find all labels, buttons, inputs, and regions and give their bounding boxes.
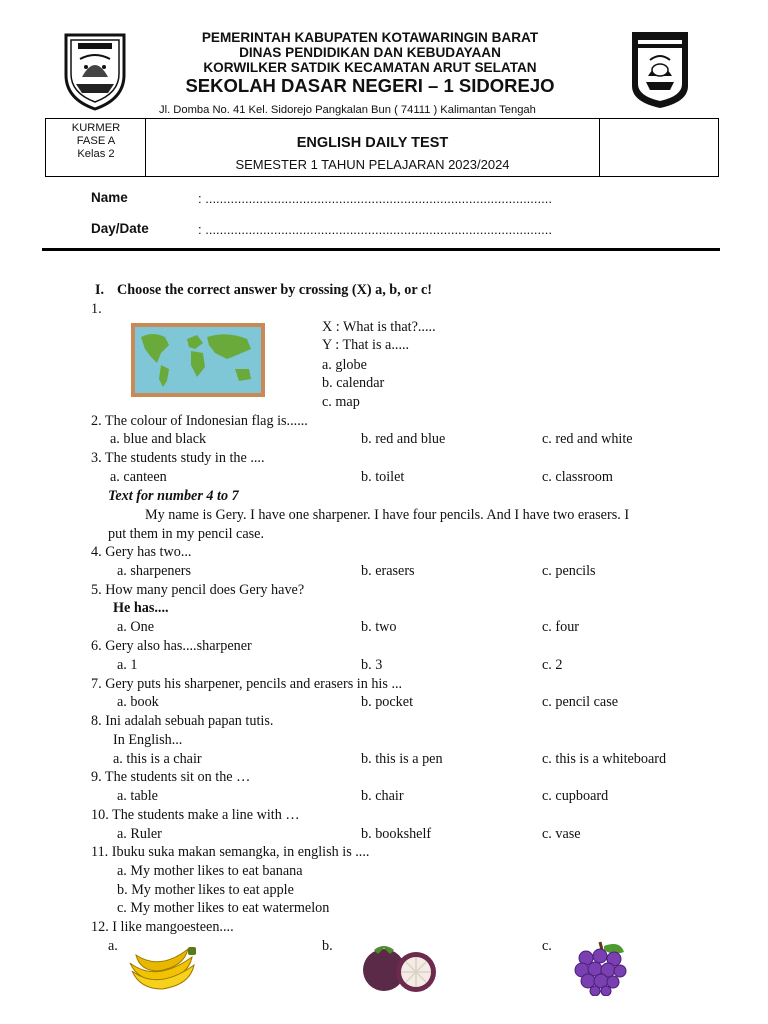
- q12-option-b-label[interactable]: b.: [322, 938, 333, 954]
- school-address: Jl. Domba No. 41 Kel. Sidorejo Pangkalan Bun ( 74111 ) Kalimantan Tengah: [159, 104, 536, 116]
- section-number: I.: [95, 282, 105, 298]
- info-box: [45, 118, 719, 177]
- q3-option-c[interactable]: c. classroom: [542, 469, 613, 485]
- q12-stem: 12. I like mangoesteen....: [91, 919, 234, 935]
- q10-stem: 10. The students make a line with …: [91, 807, 300, 823]
- q8-sub: In English...: [113, 732, 183, 748]
- q6-option-a[interactable]: a. 1: [117, 657, 138, 673]
- info-box-right-cell: [599, 119, 600, 176]
- q5-stem: 5. How many pencil does Gery have?: [91, 582, 305, 598]
- q4-option-b[interactable]: b. erasers: [361, 563, 415, 579]
- q1-x-line: X : What is that?.....: [322, 319, 436, 335]
- q1-option-c[interactable]: c. map: [322, 394, 360, 410]
- q7-stem: 7. Gery puts his sharpener, pencils and erasers in his ...: [91, 676, 403, 692]
- q8-stem: 8. Ini adalah sebuah papan tutis.: [91, 713, 274, 729]
- q9-option-a[interactable]: a. table: [117, 788, 158, 804]
- q1-y-line: Y : That is a.....: [322, 337, 410, 353]
- header-line-2: DINAS PENDIDIKAN DAN KEBUDAYAAN: [239, 45, 501, 60]
- fase-label: FASE A: [76, 135, 116, 147]
- date-label: Day/Date: [91, 221, 149, 236]
- q8-option-c[interactable]: c. this is a whiteboard: [542, 751, 667, 767]
- q6-option-b[interactable]: b. 3: [361, 657, 383, 673]
- q10-option-a[interactable]: a. Ruler: [117, 826, 162, 842]
- q8-option-a[interactable]: a. this is a chair: [113, 751, 202, 767]
- semester-label: SEMESTER 1 TAHUN PELAJARAN 2023/2024: [235, 157, 510, 172]
- date-field[interactable]: : ................................................................................................: [198, 222, 552, 237]
- q11-stem: 11. Ibuku suka makan semangka, in english is ....: [91, 844, 370, 860]
- q9-option-c[interactable]: c. cupboard: [542, 788, 609, 804]
- q3-stem: 3. The students study in the ....: [91, 450, 265, 466]
- kurmer-label: KURMER: [71, 122, 121, 134]
- header-line-3: KORWILKER SATDIK KECAMATAN ARUT SELATAN: [203, 60, 537, 75]
- name-label: Name: [91, 190, 128, 205]
- q5-option-a[interactable]: a. One: [117, 619, 155, 635]
- q3-option-a[interactable]: a. canteen: [110, 469, 167, 485]
- school-logo: [630, 30, 690, 110]
- q10-option-b[interactable]: b. bookshelf: [361, 826, 432, 842]
- reading-paragraph-line-1: My name is Gery. I have one sharpener. I have four pencils. And I have two erasers. I: [145, 507, 630, 523]
- section-instruction: Choose the correct answer by crossing (X) a, b, or c!: [117, 282, 432, 298]
- q2-option-a[interactable]: a. blue and black: [110, 431, 207, 447]
- mangosteen-image[interactable]: [360, 940, 438, 994]
- q3-option-b[interactable]: b. toilet: [361, 469, 405, 485]
- q9-option-b[interactable]: b. chair: [361, 788, 404, 804]
- q2-option-b[interactable]: b. red and blue: [361, 431, 446, 447]
- header-divider: [42, 248, 720, 251]
- q6-option-c[interactable]: c. 2: [542, 657, 563, 673]
- q12-option-a-label[interactable]: a.: [108, 938, 118, 954]
- q4-option-c[interactable]: c. pencils: [542, 563, 596, 579]
- q1-number: 1.: [91, 301, 102, 317]
- regency-logo: [62, 29, 128, 111]
- school-name: SEKOLAH DASAR NEGERI – 1 SIDOREJO: [185, 75, 555, 96]
- q2-stem: 2. The colour of Indonesian flag is......: [91, 413, 308, 429]
- q8-option-b[interactable]: b. this is a pen: [361, 751, 443, 767]
- q4-stem: 4. Gery has two...: [91, 544, 192, 560]
- grape-image[interactable]: [570, 940, 630, 996]
- world-map-image: [131, 323, 265, 397]
- q5-option-b[interactable]: b. two: [361, 619, 397, 635]
- q2-option-c[interactable]: c. red and white: [542, 431, 633, 447]
- q11-option-b[interactable]: b. My mother likes to eat apple: [117, 882, 294, 898]
- q7-option-c[interactable]: c. pencil case: [542, 694, 619, 710]
- q5-sub: He has....: [113, 600, 169, 616]
- q7-option-b[interactable]: b. pocket: [361, 694, 414, 710]
- header-line-1: PEMERINTAH KABUPATEN KOTAWARINGIN BARAT: [201, 30, 539, 45]
- q11-option-c[interactable]: c. My mother likes to eat watermelon: [117, 900, 330, 916]
- reading-paragraph-line-2: put them in my pencil case.: [108, 526, 265, 542]
- kelas-label: Kelas 2: [77, 148, 115, 160]
- q10-option-c[interactable]: c. vase: [542, 826, 581, 842]
- q5-option-c[interactable]: c. four: [542, 619, 580, 635]
- q6-stem: 6. Gery also has....sharpener: [91, 638, 252, 654]
- q7-option-a[interactable]: a. book: [117, 694, 159, 710]
- q1-option-a[interactable]: a. globe: [322, 357, 367, 373]
- test-title: ENGLISH DAILY TEST: [296, 135, 449, 151]
- name-field[interactable]: : ................................................................................................: [198, 191, 552, 206]
- q11-option-a[interactable]: a. My mother likes to eat banana: [117, 863, 303, 879]
- reading-heading: Text for number 4 to 7: [108, 488, 239, 504]
- q9-stem: 9. The students sit on the …: [91, 769, 251, 785]
- q12-option-c-label[interactable]: c.: [542, 938, 552, 954]
- q4-option-a[interactable]: a. sharpeners: [117, 563, 192, 579]
- q1-option-b[interactable]: b. calendar: [322, 375, 385, 391]
- banana-image[interactable]: [126, 943, 198, 995]
